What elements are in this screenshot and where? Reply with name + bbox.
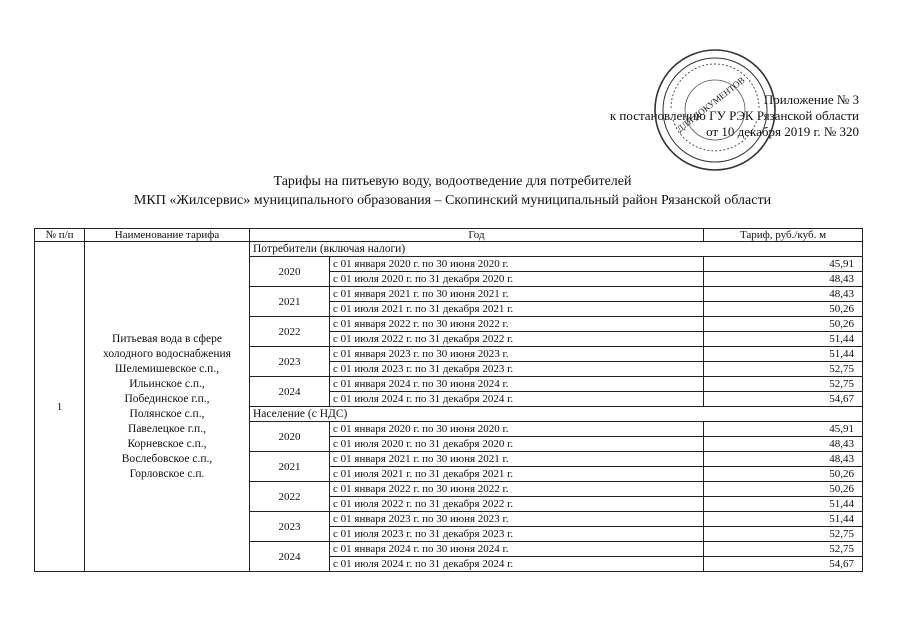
year-cell: 2023	[250, 512, 330, 542]
tariff-value-cell: 50,26	[704, 482, 863, 497]
tariff-name-line: Полянское с.п.,	[129, 407, 205, 420]
period-cell: с 01 июля 2022 г. по 31 декабря 2022 г.	[330, 332, 704, 347]
period-cell: с 01 января 2022 г. по 30 июня 2022 г.	[330, 317, 704, 332]
appendix-line-1: Приложение № 3	[763, 92, 859, 107]
period-cell: с 01 января 2021 г. по 30 июня 2021 г.	[330, 452, 704, 467]
year-cell: 2024	[250, 542, 330, 572]
header-number: № п/п	[35, 229, 85, 242]
period-cell: с 01 июля 2022 г. по 31 декабря 2022 г.	[330, 497, 704, 512]
stamp-text: ДЛЯ ДОКУМЕНТОВ	[674, 74, 747, 135]
tariff-value-cell: 54,67	[704, 557, 863, 572]
document-title	[0, 172, 905, 210]
tariff-name	[85, 242, 250, 572]
tariff-value-cell: 52,75	[704, 377, 863, 392]
period-cell: с 01 января 2020 г. по 30 июня 2020 г.	[330, 422, 704, 437]
year-cell: 2020	[250, 257, 330, 287]
table-row	[35, 242, 863, 257]
tariff-value-cell: 48,43	[704, 287, 863, 302]
period-cell: с 01 июля 2021 г. по 31 декабря 2021 г.	[330, 467, 704, 482]
tariff-value-cell: 51,44	[704, 497, 863, 512]
table-body	[35, 242, 863, 572]
title-line-2: МКП «Жилсервис» муниципального образования – Скопинский муниципальный район Рязанской области	[133, 193, 772, 208]
appendix-line-2: к постановлению ГУ РЭК Рязанской области	[609, 108, 859, 123]
period-cell: с 01 июля 2023 г. по 31 декабря 2023 г.	[330, 362, 704, 377]
period-cell: с 01 января 2022 г. по 30 июня 2022 г.	[330, 482, 704, 497]
tariff-table	[34, 228, 863, 572]
year-cell: 2020	[250, 422, 330, 452]
period-cell: с 01 января 2024 г. по 30 июня 2024 г.	[330, 377, 704, 392]
year-cell: 2022	[250, 482, 330, 512]
tariff-value-cell: 52,75	[704, 362, 863, 377]
period-cell: с 01 июля 2020 г. по 31 декабря 2020 г.	[330, 437, 704, 452]
tariff-value-cell: 52,75	[704, 542, 863, 557]
tariff-value-cell: 52,75	[704, 527, 863, 542]
year-cell: 2023	[250, 347, 330, 377]
tariff-value-cell: 45,91	[704, 422, 863, 437]
tariff-value-cell: 54,67	[704, 392, 863, 407]
period-cell: с 01 июля 2021 г. по 31 декабря 2021 г.	[330, 302, 704, 317]
tariff-value-cell: 51,44	[704, 332, 863, 347]
period-cell: с 01 января 2023 г. по 30 июня 2023 г.	[330, 512, 704, 527]
tariff-name-line: Корневское с.п.,	[127, 437, 207, 450]
tariff-value-cell: 50,26	[704, 467, 863, 482]
group-label: Потребители (включая налоги)	[250, 242, 863, 257]
tariff-value-cell: 51,44	[704, 512, 863, 527]
tariff-value-cell: 48,43	[704, 437, 863, 452]
group-label: Население (с НДС)	[250, 407, 863, 422]
year-cell: 2024	[250, 377, 330, 407]
header-year: Год	[250, 229, 704, 242]
tariff-name-line: Ильинское с.п.,	[129, 377, 205, 390]
year-cell: 2021	[250, 452, 330, 482]
row-number: 1	[35, 242, 85, 572]
tariff-name-line: Побединское г.п.,	[124, 392, 210, 405]
period-cell: с 01 января 2020 г. по 30 июня 2020 г.	[330, 257, 704, 272]
year-cell: 2022	[250, 317, 330, 347]
period-cell: с 01 января 2023 г. по 30 июня 2023 г.	[330, 347, 704, 362]
tariff-name-line: Питьевая вода в сфере холодного водоснабжения	[103, 332, 231, 360]
tariff-value-cell: 51,44	[704, 347, 863, 362]
tariff-value-cell: 48,43	[704, 452, 863, 467]
period-cell: с 01 января 2021 г. по 30 июня 2021 г.	[330, 287, 704, 302]
tariff-value-cell: 45,91	[704, 257, 863, 272]
title-line-1: Тарифы на питьевую воду, водоотведение для потребителей	[273, 174, 632, 189]
official-stamp	[653, 48, 777, 172]
tariff-name-line: Горловское с.п.	[129, 467, 205, 480]
table-header-row	[35, 229, 863, 242]
tariff-value-cell: 50,26	[704, 317, 863, 332]
period-cell: с 01 июля 2024 г. по 31 декабря 2024 г.	[330, 392, 704, 407]
year-cell: 2021	[250, 287, 330, 317]
appendix-line-3: от 10 декабря 2019 г. № 320	[706, 124, 859, 139]
tariff-value-cell: 50,26	[704, 302, 863, 317]
period-cell: с 01 января 2024 г. по 30 июня 2024 г.	[330, 542, 704, 557]
tariff-value-cell: 48,43	[704, 272, 863, 287]
period-cell: с 01 июля 2024 г. по 31 декабря 2024 г.	[330, 557, 704, 572]
period-cell: с 01 июля 2023 г. по 31 декабря 2023 г.	[330, 527, 704, 542]
tariff-name-line: Шелемишевское с.п.,	[114, 362, 220, 375]
period-cell: с 01 июля 2020 г. по 31 декабря 2020 г.	[330, 272, 704, 287]
header-tariff-name: Наименование тарифа	[85, 229, 250, 242]
header-tariff-value: Тариф, руб./куб. м	[704, 229, 863, 242]
tariff-name-line: Павелецкое г.п.,	[128, 422, 206, 435]
tariff-name-line: Вослебовское с.п.,	[121, 452, 213, 465]
